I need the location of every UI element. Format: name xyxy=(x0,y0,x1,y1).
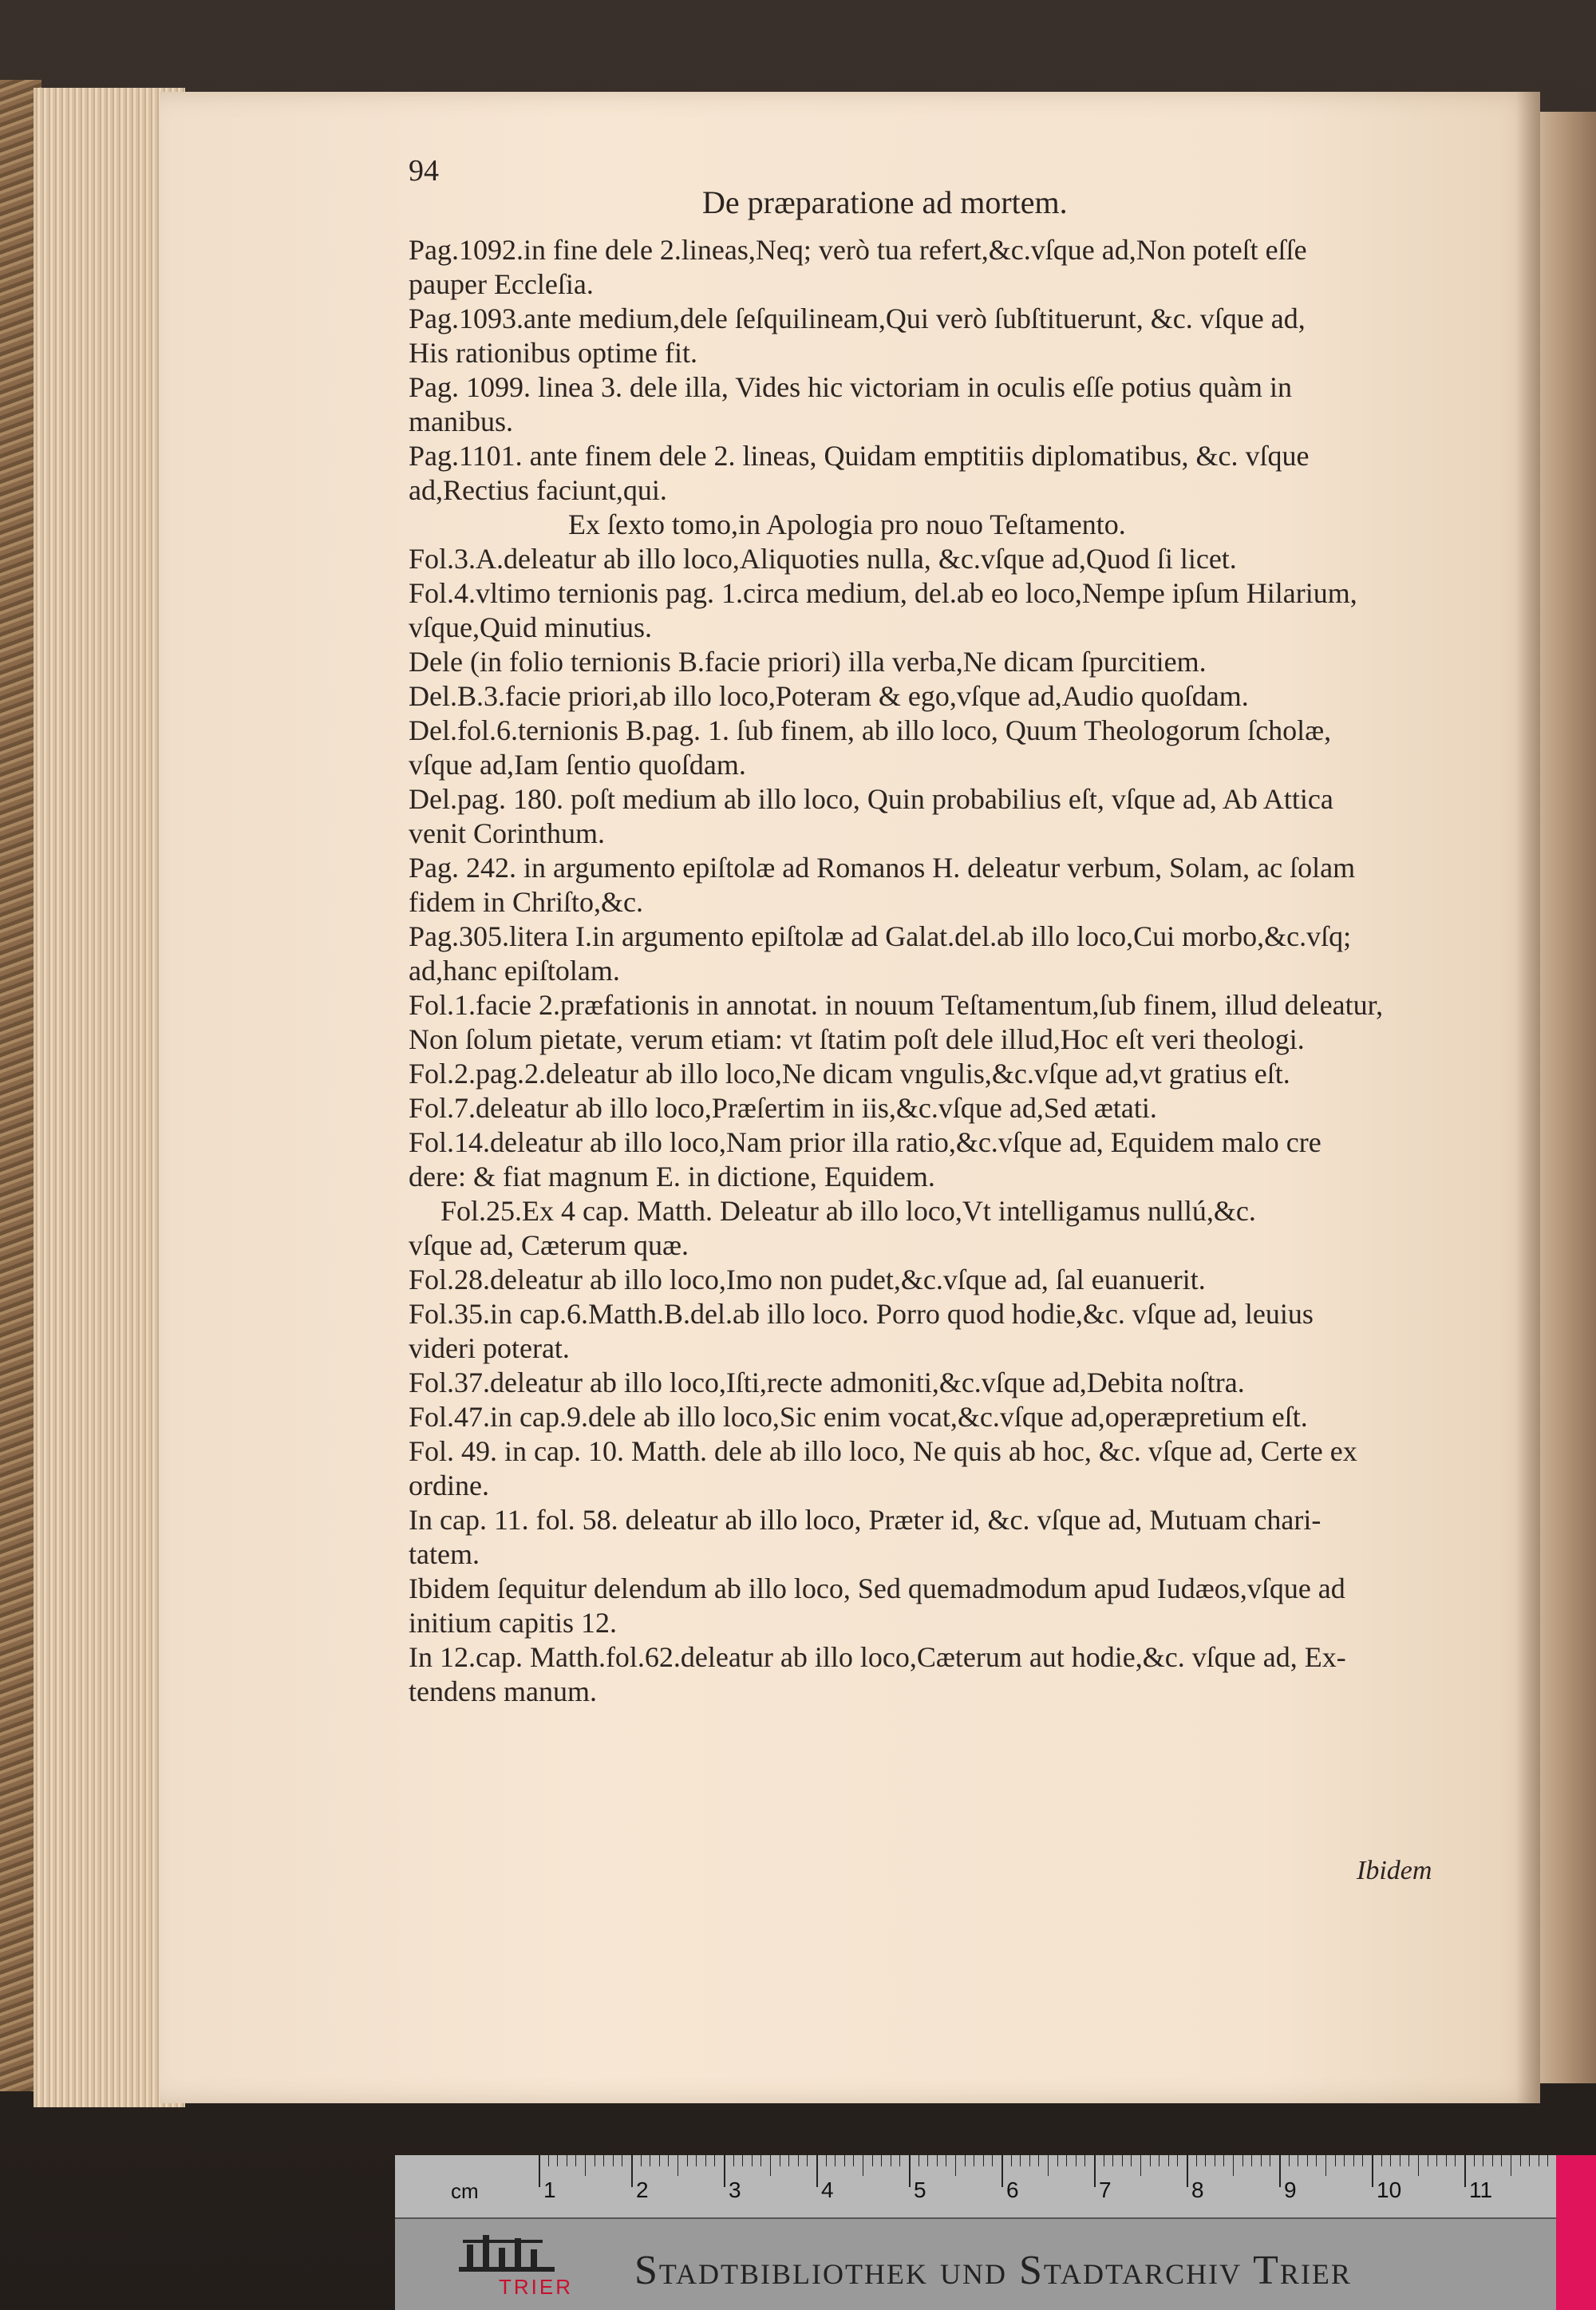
ruler-minor-tick xyxy=(1029,2155,1030,2166)
ruler-minor-tick xyxy=(965,2155,966,2166)
page-gutter-shadow xyxy=(1516,92,1540,2103)
ruler-tick xyxy=(1279,2155,1281,2187)
ruler-minor-tick xyxy=(687,2155,688,2166)
ruler-minor-tick xyxy=(1381,2155,1382,2166)
ruler-minor-tick xyxy=(835,2155,836,2166)
catchword: Ibidem xyxy=(1357,1856,1432,1885)
ruler-minor-tick xyxy=(1325,2155,1326,2176)
text-line: fidem in Chriſto,&c. xyxy=(409,886,643,918)
ruler-minor-tick xyxy=(798,2155,799,2166)
text-line: ordine. xyxy=(409,1469,489,1501)
text-line: initium capitis 12. xyxy=(409,1607,617,1639)
text-line: Fol.47.in cap.9.dele ab illo loco,Sic enim vocat,&c.vſque ad,operæpretium eſt. xyxy=(409,1401,1308,1433)
ruler-tick-label: 9 xyxy=(1284,2177,1297,2202)
ruler-tick xyxy=(1464,2155,1466,2187)
ruler-minor-tick xyxy=(1446,2155,1447,2166)
ruler-minor-tick xyxy=(585,2155,586,2176)
ruler-minor-tick xyxy=(1084,2155,1085,2166)
text-line: Pag.1093.ante medium,dele ſeſquilineam,Qui verò ſubſtituerunt, &c. vſque ad, xyxy=(409,303,1306,334)
ruler-minor-tick xyxy=(1307,2155,1308,2166)
text-line: Del.pag. 180. poſt medium ab illo loco, Quin probabilius eſt, vſque ad, Ab Attica xyxy=(409,783,1333,815)
ruler-minor-tick xyxy=(1316,2155,1317,2166)
ruler-minor-tick xyxy=(844,2155,845,2166)
ruler-minor-tick xyxy=(760,2155,761,2166)
text-line: ad,hanc epiſtolam. xyxy=(409,955,620,987)
ruler-tick-label: 1 xyxy=(543,2177,556,2202)
text-body xyxy=(409,233,1450,1709)
ruler-minor-tick xyxy=(1112,2155,1113,2166)
ruler-minor-tick xyxy=(1335,2155,1336,2166)
text-line: Del.fol.6.ternionis B.pag. 1. ſub finem, ab illo loco, Quum Theologorum ſcholæ, xyxy=(409,714,1332,746)
ruler-minor-tick xyxy=(705,2155,706,2166)
text-line: Fol.28.deleatur ab illo loco,Imo non pudet,&c.vſque ad, ſal euanuerit. xyxy=(409,1264,1206,1295)
ruler-tick-label: 10 xyxy=(1377,2177,1402,2202)
ruler-tick xyxy=(724,2155,725,2187)
ruler-minor-tick xyxy=(1261,2155,1262,2166)
text-line: His rationibus optime fit. xyxy=(409,337,697,369)
ruler-tick xyxy=(539,2155,540,2187)
ruler-minor-tick xyxy=(1436,2155,1437,2166)
text-line: pauper Eccleſia. xyxy=(409,268,594,300)
text-line: Pag.1092.in fine dele 2.lineas,Neq; verò tua refert,&c.vſque ad,Non poteſt eſſe xyxy=(409,234,1307,266)
ruler-minor-tick xyxy=(1011,2155,1012,2166)
ruler-tick xyxy=(909,2155,911,2187)
archive-name: Stadtbibliothek und Stadtarchiv Trier xyxy=(634,2248,1352,2293)
ruler-minor-tick xyxy=(1362,2155,1363,2166)
ruler-minor-tick xyxy=(733,2155,734,2166)
ruler-minor-tick xyxy=(1140,2155,1141,2176)
ruler-minor-tick xyxy=(1168,2155,1169,2166)
ruler-minor-tick xyxy=(788,2155,789,2166)
text-line: tendens manum. xyxy=(409,1675,597,1707)
ruler-minor-tick xyxy=(752,2155,753,2166)
ruler-minor-tick xyxy=(1474,2155,1475,2166)
ruler-unit-label: cm xyxy=(451,2179,479,2203)
text-line: vſque ad,Iam ſentio quoſdam. xyxy=(409,749,746,781)
ruler-minor-tick xyxy=(742,2155,743,2166)
text-line: Fol.2.pag.2.deleatur ab illo loco,Ne dicam vngulis,&c.vſque ad,vt gratius eſt. xyxy=(409,1058,1290,1090)
ruler-minor-tick xyxy=(937,2155,938,2166)
text-line: Pag.305.litera I.in argumento epiſtolæ ad Galat.del.ab illo loco,Cui morbo,&c.vſq; xyxy=(409,920,1352,952)
ruler-minor-tick xyxy=(853,2155,854,2166)
archive-logo-text: TRIER xyxy=(499,2275,573,2299)
ruler-tick xyxy=(631,2155,633,2187)
text-line: Fol.25.Ex 4 cap. Matth. Deleatur ab illo loco,Vt intelligamus nullú,&c. xyxy=(440,1195,1256,1227)
ruler-minor-tick xyxy=(918,2155,919,2166)
text-line: Pag. 1099. linea 3. dele illa, Vides hic victoriam in oculis eſſe potius quàm in xyxy=(409,371,1292,403)
text-line: Ex ſexto tomo,in Apologia pro nouo Teſtamento. xyxy=(568,508,1126,540)
ruler-minor-tick xyxy=(872,2155,873,2166)
ruler-tick-label: 6 xyxy=(1006,2177,1019,2202)
text-line: Fol.14.deleatur ab illo loco,Nam prior illa ratio,&c.vſque ad, Equidem malo cre xyxy=(409,1126,1321,1158)
ruler-tick xyxy=(1094,2155,1096,2187)
ruler-minor-tick xyxy=(714,2155,715,2166)
color-calibration-strip xyxy=(1556,2155,1596,2310)
ruler-minor-tick xyxy=(1150,2155,1151,2166)
ruler-minor-tick xyxy=(1492,2155,1493,2166)
ruler-minor-tick xyxy=(1233,2155,1234,2176)
ruler-minor-tick xyxy=(575,2155,576,2166)
ruler-minor-tick xyxy=(1455,2155,1456,2166)
text-line: vſque,Quid minutius. xyxy=(409,611,652,643)
ruler-minor-tick xyxy=(955,2155,956,2176)
ruler-minor-tick xyxy=(1408,2155,1409,2166)
ruler-minor-tick xyxy=(1177,2155,1178,2166)
ruler-minor-tick xyxy=(1066,2155,1067,2166)
ruler-minor-tick xyxy=(1501,2155,1502,2166)
ruler-minor-tick xyxy=(1390,2155,1391,2166)
text-line: venit Corinthum. xyxy=(409,817,605,849)
ruler-minor-tick xyxy=(548,2155,549,2166)
text-line: In 12.cap. Matth.fol.62.deleatur ab illo loco,Cæterum aut hodie,&c. vſque ad, Ex- xyxy=(409,1641,1346,1673)
ruler-minor-tick xyxy=(613,2155,614,2166)
text-line: Fol. 49. in cap. 10. Matth. dele ab illo loco, Ne quis ab hoc, &c. vſque ad, Certe ex xyxy=(409,1435,1357,1467)
ruler-tick-label: 4 xyxy=(821,2177,834,2202)
ruler-minor-tick xyxy=(770,2155,771,2176)
ruler-scale xyxy=(395,2155,1560,2219)
ruler-tick-label: 8 xyxy=(1191,2177,1204,2202)
text-line: manibus. xyxy=(409,405,513,437)
ruler-minor-tick xyxy=(1353,2155,1354,2166)
ruler-minor-tick xyxy=(826,2155,827,2166)
ruler-minor-tick xyxy=(1057,2155,1058,2166)
ruler-tick-label: 5 xyxy=(914,2177,926,2202)
ruler-minor-tick xyxy=(659,2155,660,2166)
ruler-minor-tick xyxy=(1020,2155,1021,2166)
text-line: In cap. 11. fol. 58. deleatur ab illo loco, Præter id, &c. vſque ad, Mutuam chari- xyxy=(409,1504,1321,1536)
text-line: Pag.1101. ante finem dele 2. lineas, Quidam emptitiis diplomatibus, &c. vſque xyxy=(409,440,1310,472)
text-line: Non ſolum pietate, verum etiam: vt ſtatim poſt dele illud,Hoc eſt veri theologi. xyxy=(409,1023,1305,1055)
ruler-minor-tick xyxy=(1076,2155,1077,2166)
text-line: Fol.4.vltimo ternionis pag. 1.circa medium, del.ab eo loco,Nempe ipſum Hilarium, xyxy=(409,577,1357,609)
ruler-minor-tick xyxy=(1529,2155,1530,2166)
ruler-minor-tick xyxy=(1131,2155,1132,2166)
ruler-tick-label: 7 xyxy=(1099,2177,1112,2202)
ruler-minor-tick xyxy=(1223,2155,1224,2166)
ruler-tick-label: 3 xyxy=(729,2177,741,2202)
ruler-minor-tick xyxy=(807,2155,808,2166)
text-line: Fol.3.A.deleatur ab illo loco,Aliquoties nulla, &c.vſque ad,Quod ſi licet. xyxy=(409,543,1237,575)
page-number: 94 xyxy=(409,154,439,188)
ruler-minor-tick xyxy=(927,2155,928,2166)
text-line: vſque ad, Cæterum quæ. xyxy=(409,1229,689,1261)
ruler-minor-tick xyxy=(1547,2155,1548,2166)
ruler-tick xyxy=(816,2155,818,2187)
ruler-minor-tick xyxy=(1520,2155,1521,2166)
ruler-minor-tick xyxy=(668,2155,669,2166)
ruler-minor-tick xyxy=(1205,2155,1206,2166)
ruler-minor-tick xyxy=(1289,2155,1290,2166)
ruler-minor-tick xyxy=(1251,2155,1252,2166)
ruler-minor-tick xyxy=(992,2155,993,2166)
book-cover-right xyxy=(1536,112,1596,2083)
text-line: Dele (in folio ternionis B.facie priori) illa verba,Ne dicam ſpurcitiem. xyxy=(409,646,1207,678)
ruler-minor-tick xyxy=(1038,2155,1039,2166)
ruler-minor-tick xyxy=(1242,2155,1243,2166)
text-line: Fol.35.in cap.6.Matth.B.del.ab illo loco. Porro quod hodie,&c. vſque ad, leuius xyxy=(409,1298,1314,1330)
text-line: videri poterat. xyxy=(409,1332,570,1364)
text-line: dere: & fiat magnum E. in dictione, Equidem. xyxy=(409,1161,935,1193)
text-line: Ibidem ſequitur delendum ab illo loco, Sed quemadmodum apud Iudæos,vſque ad xyxy=(409,1572,1345,1604)
ruler-minor-tick xyxy=(1344,2155,1345,2166)
ruler-tick-label: 2 xyxy=(636,2177,649,2202)
ruler-minor-tick xyxy=(1196,2155,1197,2166)
ruler-minor-tick xyxy=(881,2155,882,2166)
text-line: ad,Rectius faciunt,qui. xyxy=(409,474,667,506)
ruler-minor-tick xyxy=(557,2155,558,2166)
ruler-tick xyxy=(1187,2155,1188,2187)
ruler-minor-tick xyxy=(696,2155,697,2166)
ruler-minor-tick xyxy=(1418,2155,1419,2176)
ruler-tick-label: 11 xyxy=(1469,2177,1493,2202)
text-line: Fol.1.facie 2.præfationis in annotat. in nouum Teſtamentum,ſub finem, illud deleatur, xyxy=(409,989,1384,1021)
ruler-minor-tick xyxy=(983,2155,984,2166)
text-line: Fol.7.deleatur ab illo loco,Præſertim in iis,&c.vſque ad,Sed ætati. xyxy=(409,1092,1157,1124)
ruler-minor-tick xyxy=(1048,2155,1049,2176)
ruler-minor-tick xyxy=(1122,2155,1123,2166)
ruler-tick xyxy=(1372,2155,1373,2187)
ruler-minor-tick xyxy=(641,2155,642,2166)
text-line: tatem. xyxy=(409,1538,480,1570)
ruler-tick xyxy=(1001,2155,1003,2187)
ruler-minor-tick xyxy=(899,2155,900,2166)
text-line: Fol.37.deleatur ab illo loco,Iſti,recte admoniti,&c.vſque ad,Debita noſtra. xyxy=(409,1367,1245,1398)
archive-ruler xyxy=(395,2155,1560,2310)
ruler-minor-tick xyxy=(603,2155,604,2166)
text-line: Del.B.3.facie priori,ab illo loco,Poteram & ego,vſque ad,Audio quoſdam. xyxy=(409,680,1249,712)
running-head: De præparatione ad mortem. xyxy=(702,184,1068,220)
text-line: Pag. 242. in argumento epiſtolæ ad Romanos H. deleatur verbum, Solam, ac ſolam xyxy=(409,852,1356,884)
